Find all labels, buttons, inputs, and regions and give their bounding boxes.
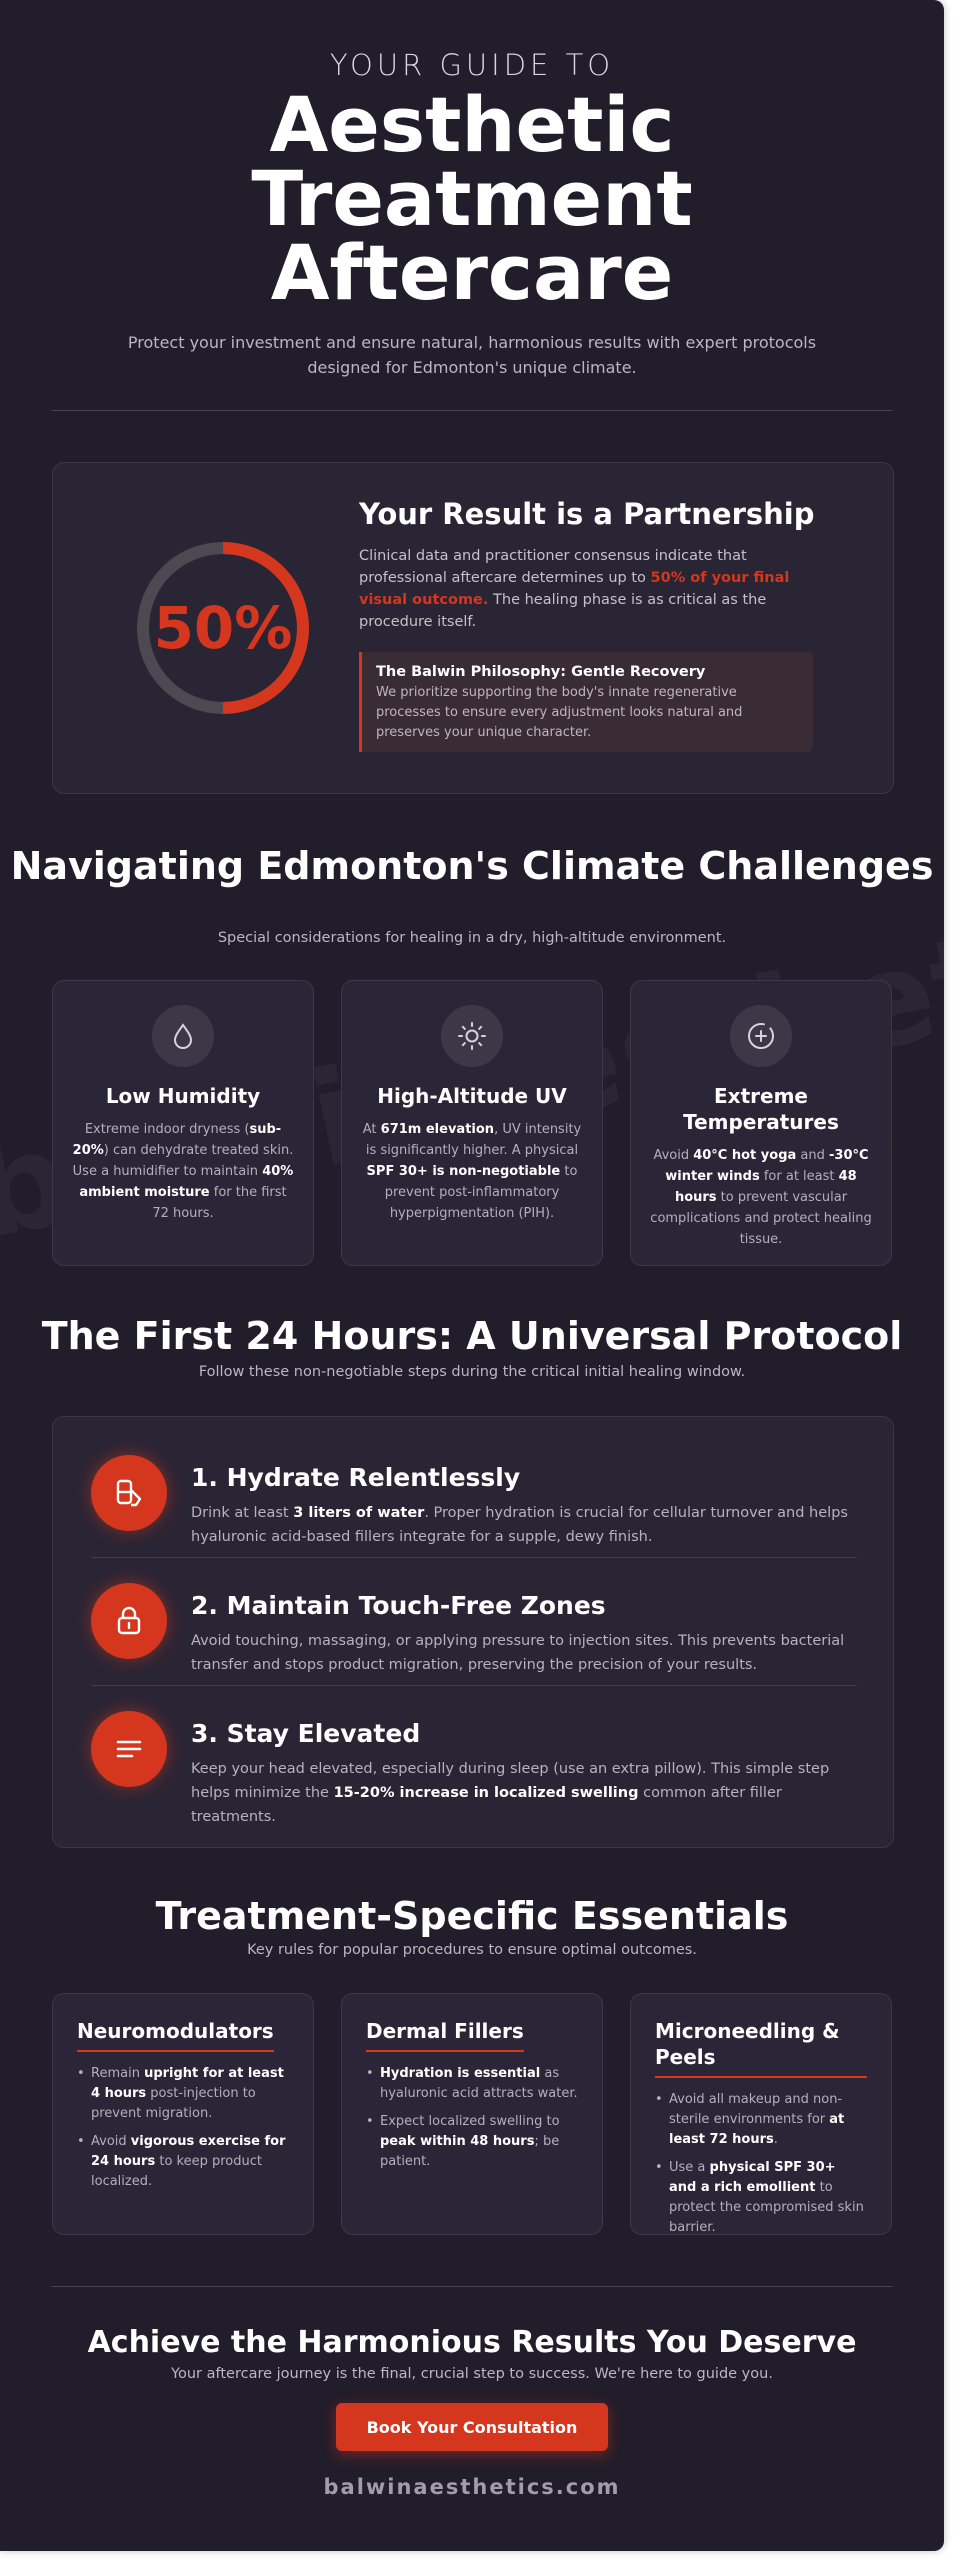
essentials-list — [77, 2064, 289, 2192]
partnership-body — [359, 545, 829, 633]
body-text: Clinical data and practitioner consensus indicate that professional aftercare determines up to — [359, 548, 747, 586]
climate-card-temperatures — [630, 980, 892, 1266]
climate-card-text: At 671m elevation, UV intensity is significantly higher. A physical SPF 30+ is non-negotiable to prevent post-inflammatory hyperpigmentation (PIH). — [362, 1122, 582, 1221]
title-line: Aftercare — [270, 228, 674, 317]
climate-card-uv — [341, 980, 603, 1266]
step-title: 2. Maintain Touch-Free Zones — [191, 1591, 606, 1620]
title-line: Aesthetic — [269, 80, 675, 169]
philosophy-callout — [359, 652, 813, 752]
step-icon-circle — [91, 1455, 167, 1531]
step-divider — [91, 1685, 857, 1686]
step-text: Keep your head elevated, especially during sleep (use an extra pillow). This simple step helps minimize the 15-20% increase in localized swelling common after filler treatments. — [191, 1761, 830, 1825]
divider — [52, 2286, 892, 2287]
climate-section-title: Navigating Edmonton's Climate Challenges — [10, 844, 934, 888]
list-item: • Hydration is essential as hyaluronic acid attracts water. — [366, 2064, 578, 2104]
climate-card-title: High-Altitude UV — [377, 1084, 567, 1108]
body-text: The healing phase is as critical as the procedure itself. — [359, 592, 767, 630]
list-item: • Avoid all makeup and non-sterile environments for at least 72 hours. — [655, 2090, 867, 2150]
sun-icon — [457, 1021, 487, 1051]
essentials-list — [655, 2090, 867, 2238]
footer-title: Achieve the Harmonious Results You Deserve — [87, 2325, 857, 2360]
book-consultation-button[interactable]: Book Your Consultation — [336, 2403, 608, 2451]
essentials-section-subtitle: Key rules for popular procedures to ensure optimal outcomes. — [247, 1942, 697, 1958]
climate-card-text: Extreme indoor dryness (sub-20%) can dehydrate treated skin. Use a humidifier to maintain 40% ambient moisture for the first 72 hours. — [72, 1122, 294, 1221]
lock-icon — [112, 1604, 146, 1638]
list-item: • Avoid vigorous exercise for 24 hours to keep product localized. — [77, 2132, 289, 2192]
footer-subtitle: Your aftercare journey is the final, crucial step to success. We're here to guide you. — [171, 2366, 773, 2382]
percent-donut-chart — [133, 538, 313, 718]
icon-circle — [730, 1005, 792, 1067]
climate-section-subtitle: Special considerations for healing in a dry, high-altitude environment. — [217, 930, 727, 946]
step-title: 1. Hydrate Relentlessly — [191, 1463, 521, 1492]
step-divider — [91, 1557, 857, 1558]
eyebrow-text: YOUR GUIDE TO — [329, 48, 615, 82]
droplet-icon — [168, 1021, 198, 1051]
philosophy-title: The Balwin Philosophy: Gentle Recovery — [376, 664, 706, 680]
step-title: 3. Stay Elevated — [191, 1719, 421, 1748]
partnership-title: Your Result is a Partnership — [359, 497, 815, 531]
protocol-section-title: The First 24 Hours: A Universal Protocol — [41, 1314, 903, 1358]
protocol-card — [52, 1416, 894, 1848]
donut-percent-label: 50% — [153, 594, 293, 662]
essentials-card-title: Microneedling & Peels — [655, 2018, 867, 2078]
thermometer-icon — [746, 1021, 776, 1051]
bed-lines-icon — [112, 1732, 146, 1766]
list-item: • Expect localized swelling to peak within 48 hours; be patient. — [366, 2112, 578, 2172]
essentials-section-title: Treatment-Specific Essentials — [155, 1894, 789, 1938]
essentials-card-neuromodulators — [52, 1993, 314, 2235]
essentials-list — [366, 2064, 578, 2172]
list-item: • Use a physical SPF 30+ and a rich emollient to protect the compromised skin barrier. — [655, 2158, 867, 2238]
page-subtitle: Protect your investment and ensure natural, harmonious results with expert protocols designed for Edmonton's unique climate. — [127, 333, 817, 377]
partnership-card — [52, 462, 894, 794]
climate-card-low-humidity — [52, 980, 314, 1266]
step-icon-circle — [91, 1711, 167, 1787]
protocol-section-subtitle: Follow these non-negotiable steps during the critical initial healing window. — [198, 1364, 746, 1380]
divider — [52, 410, 892, 411]
climate-card-text: Avoid 40°C hot yoga and -30°C winter winds for at least 48 hours to prevent vascular complications and protect healing tissue. — [650, 1148, 872, 1247]
website-link[interactable]: balwinaesthetics.com — [323, 2475, 621, 2499]
icon-circle — [152, 1005, 214, 1067]
page-title — [0, 80, 944, 317]
list-item: • Remain upright for at least 4 hours post-injection to prevent migration. — [77, 2064, 289, 2124]
icon-circle — [441, 1005, 503, 1067]
body-highlight: 50% of your final visual outcome. — [359, 570, 790, 608]
essentials-card-title: Neuromodulators — [77, 2018, 274, 2052]
step-text: Drink at least 3 liters of water. Proper hydration is crucial for cellular turnover and helps hyaluronic acid-based fillers integrate for a supple, dewy finish. — [191, 1505, 848, 1545]
essentials-card-microneedling-peels — [630, 1993, 892, 2235]
essentials-card-title: Dermal Fillers — [366, 2018, 524, 2052]
climate-card-title: Low Humidity — [105, 1084, 261, 1108]
water-glass-icon — [112, 1476, 146, 1510]
step-text: Avoid touching, massaging, or applying pressure to injection sites. This prevents bacterial transfer and stops product migration, preserving the precision of your results. — [191, 1633, 845, 1673]
essentials-card-dermal-fillers — [341, 1993, 603, 2235]
step-icon-circle — [91, 1583, 167, 1659]
title-line: Treatment — [251, 154, 693, 243]
climate-card-title: Extreme Temperatures — [683, 1084, 839, 1134]
philosophy-text: We prioritize supporting the body's innate regenerative processes to ensure every adjustment looks natural and preserves your unique character. — [376, 685, 743, 740]
